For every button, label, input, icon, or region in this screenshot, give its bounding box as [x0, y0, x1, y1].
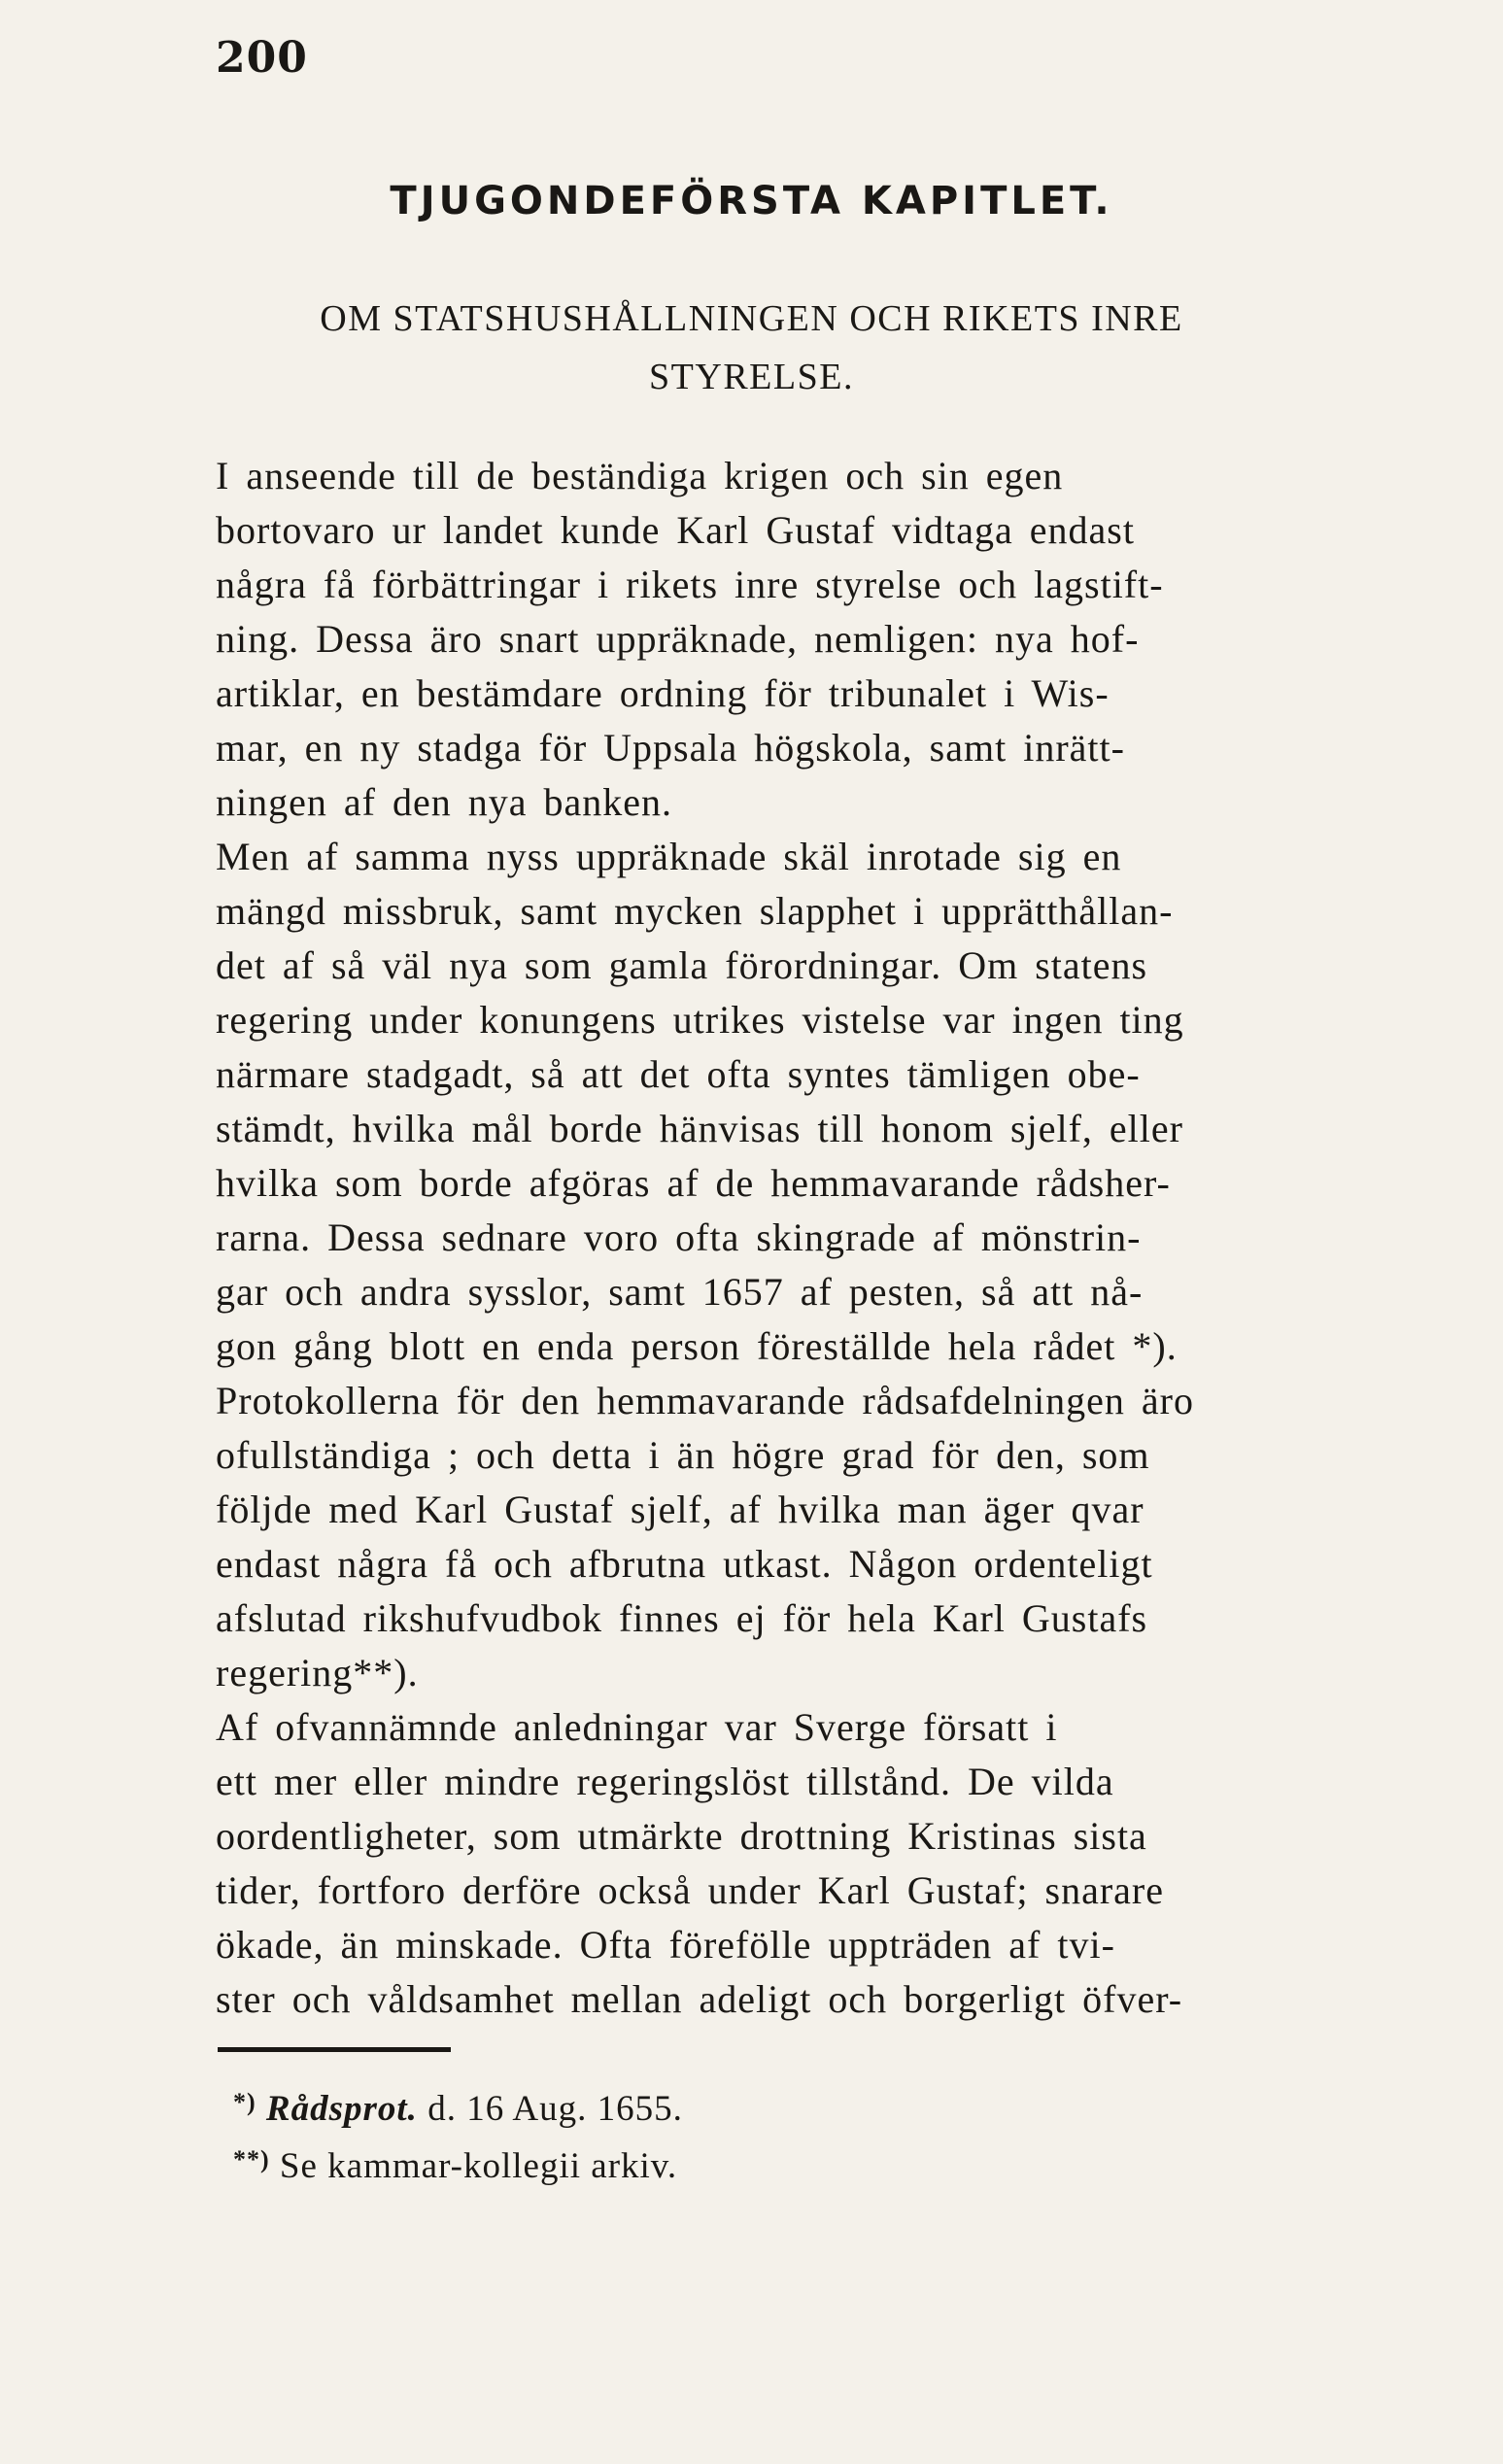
text-line: det af så väl nya som gamla förordningar. Om statens — [216, 943, 1148, 987]
text-line: stämdt, hvilka mål borde hänvisas till honom sjelf, eller — [216, 1107, 1183, 1150]
text-line: bortovaro ur landet kunde Karl Gustaf vidtaga endast — [216, 508, 1135, 552]
text-line: mar, en ny stadga för Uppsala högskola, samt inrätt- — [216, 726, 1125, 770]
text-line: endast några få och afbrutna utkast. Någon ordenteligt — [216, 1542, 1153, 1586]
text-line: rarna. Dessa sednare voro ofta skingrade af mönstrin- — [216, 1215, 1142, 1259]
text-line: regering**). — [216, 1651, 419, 1694]
text-line: ster och våldsamhet mellan adeligt och borgerligt öfver- — [216, 1977, 1183, 2021]
text-line: regering under konungens utrikes vistelse var ingen ting — [216, 998, 1184, 1042]
footnote-mark: **) — [233, 2145, 270, 2173]
text-line: I anseende till de beständiga krigen och sin egen — [216, 454, 1064, 497]
text-line: Af ofvannämnde anledningar var Sverge försatt i — [216, 1705, 1058, 1749]
footnote-text: Se kammar-kollegii arkiv. — [279, 2146, 678, 2186]
footnote-divider — [218, 2047, 451, 2052]
text-line: ningen af den nya banken. — [216, 780, 672, 824]
text-line: ofullständiga ; och detta i än högre grad för den, som — [216, 1433, 1150, 1477]
text-line: mängd missbruk, samt mycken slapphet i upprätthållan- — [216, 889, 1174, 933]
text-line: artiklar, en bestämdare ordning för tribunalet i Wis- — [216, 671, 1110, 715]
text-line: Men af samma nyss uppräknade skäl inrotade sig en — [216, 835, 1122, 878]
text-line: tider, fortforo derföre också under Karl Gustaf; snarare — [216, 1868, 1165, 1912]
section-title-line: OM STATSHUSHÅLLNINGEN OCH RIKETS INRE — [320, 298, 1183, 339]
text-line: oordentligheter, som utmärkte drottning Kristinas sista — [216, 1814, 1147, 1858]
footnotes — [233, 2077, 683, 2192]
chapter-title: TJUGONDEFÖRSTA KAPITLET. — [390, 179, 1113, 223]
text-line: gar och andra sysslor, samt 1657 af pesten, så att nå- — [216, 1270, 1144, 1314]
body-text — [216, 449, 1411, 2027]
text-line: gon gång blott en enda person föreställde hela rådet *). — [216, 1324, 1178, 1368]
text-line: några få förbättringar i rikets inre styrelse och lagstift- — [216, 563, 1164, 606]
text-line: hvilka som borde afgöras af de hemmavarande rådsher- — [216, 1161, 1171, 1205]
section-title-line: STYRELSE. — [649, 357, 854, 397]
text-line: ökade, än minskade. Ofta förefölle uppträden af tvi- — [216, 1923, 1115, 1967]
footnote — [233, 2135, 683, 2192]
footnote-text: d. 16 Aug. 1655. — [427, 2089, 683, 2129]
footnote-mark: *) — [233, 2088, 256, 2116]
text-line: följde med Karl Gustaf sjelf, af hvilka man äger qvar — [216, 1488, 1144, 1531]
text-line: Protokollerna för den hemmavarande rådsafdelningen äro — [216, 1379, 1194, 1422]
text-line: afslutad rikshufvudbok finnes ej för hela Karl Gustafs — [216, 1596, 1148, 1640]
text-line: ett mer eller mindre regeringslöst tillstånd. De vilda — [216, 1760, 1114, 1803]
page-number: 200 — [216, 33, 308, 83]
text-line: närmare stadgadt, så att det ofta syntes tämligen obe- — [216, 1052, 1141, 1096]
footnote — [233, 2077, 683, 2135]
section-title — [214, 290, 1289, 406]
text-line: ning. Dessa äro snart uppräknade, nemligen: nya hof- — [216, 617, 1140, 661]
footnote-source: Rådsprot. — [265, 2089, 418, 2129]
